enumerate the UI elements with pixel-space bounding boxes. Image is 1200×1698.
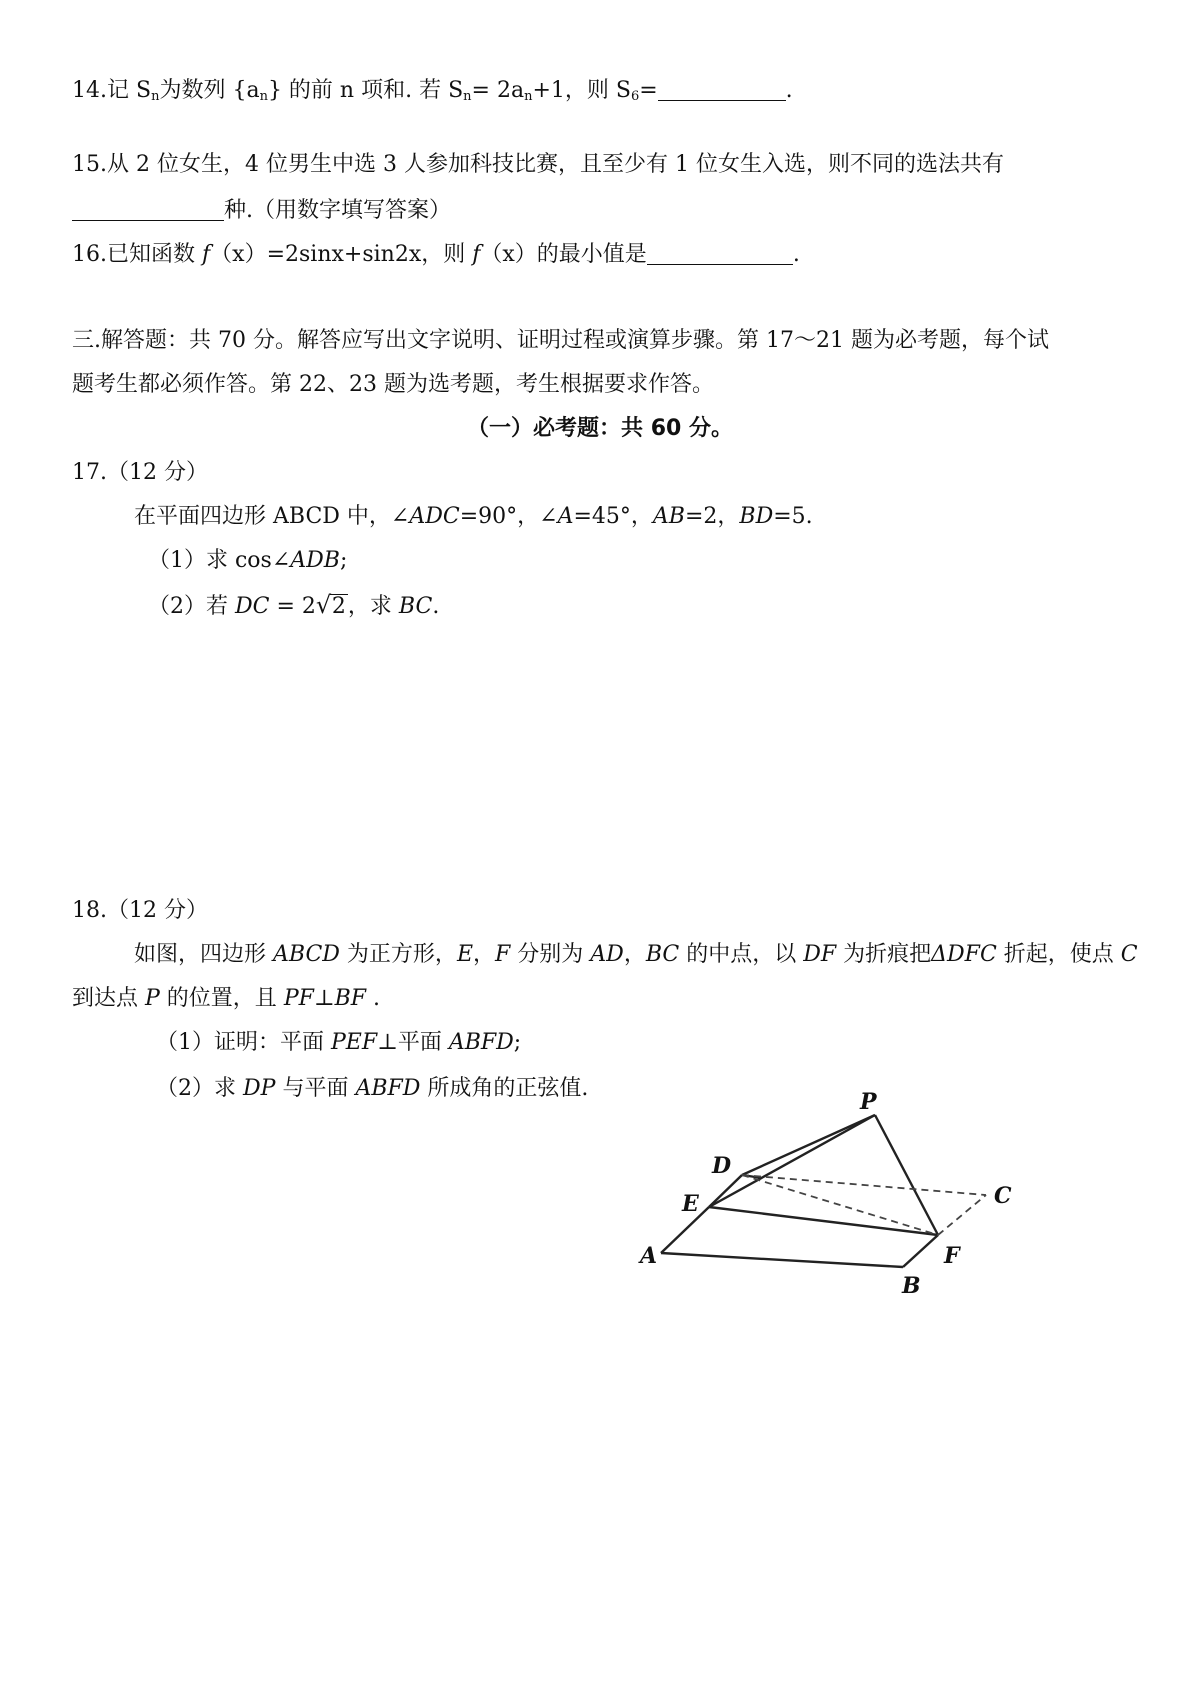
q18-stem-line1: 如图，四边形 ABCD 为正方形，E，F 分别为 AD，BC 的中点，以 DF 为折痕把ΔDFC 折起，使点 C: [134, 942, 1138, 967]
question-15-cont: 种.（用数字填写答案）: [72, 196, 451, 226]
folded-square-figure: [630, 1085, 1090, 1310]
label-D: D: [712, 1153, 732, 1179]
q15-number: 15.: [72, 152, 107, 177]
q18-stem-line2: 到达点 P 的位置，且 PF⊥BF .: [72, 986, 381, 1011]
q18-part2: （2）求 DP 与平面 ABFD 所成角的正弦值.: [156, 1076, 589, 1101]
edge-EF: [709, 1207, 938, 1235]
edge-EP: [709, 1115, 875, 1207]
q18-part1: （1）证明：平面 PEF⊥平面 ABFD;: [156, 1030, 522, 1055]
section-subheading: （一）必考题：共 60 分。: [467, 416, 733, 441]
question-14: 14.记 $S_n$为数列 $\{a_n\}$ 的前 n 项和. 若 $S_n= 2a_n+1$，则 $S_6=$ .: [72, 78, 793, 104]
q14-number: 14.: [72, 78, 107, 103]
label-B: B: [902, 1273, 921, 1299]
dashed-DC: [742, 1175, 986, 1195]
q17-part1: （1）求 cos∠ADB;: [148, 548, 348, 573]
edge-BF: [903, 1235, 938, 1267]
dashed-DF: [742, 1175, 938, 1235]
q18-header: 18.（12 分）: [72, 898, 208, 923]
label-A: A: [640, 1243, 658, 1269]
q17-part2: （2）若 DC = 2 √ 2，求 BC.: [148, 592, 439, 622]
label-C: C: [994, 1183, 1012, 1209]
label-F: F: [944, 1243, 960, 1269]
q16-answer-blank[interactable]: [647, 242, 793, 265]
section3-intro-line1: 三.解答题：共 70 分。解答应写出文字说明、证明过程或演算步骤。第 17～21 题为必考题，每个试: [72, 328, 1049, 353]
label-P: P: [860, 1089, 877, 1115]
dashed-FC: [938, 1195, 986, 1235]
question-16: 16.已知函数 f（x）=2sinx+sin2x，则 f（x）的最小值是 .: [72, 242, 800, 267]
edge-PF: [875, 1115, 938, 1235]
edge-DP: [742, 1115, 875, 1175]
q15-answer-blank[interactable]: [72, 198, 224, 221]
q14-answer-blank[interactable]: [658, 78, 786, 101]
section3-intro-line2: 题考生都必须作答。第 22、23 题为选考题，考生根据要求作答。: [72, 372, 714, 397]
edge-AB: [661, 1253, 903, 1267]
label-E: E: [682, 1191, 699, 1217]
sqrt-expression: √ 2: [315, 591, 346, 619]
q17-stem: 在平面四边形 ABCD 中，∠ADC=90°，∠A=45°，AB=2，BD=5.: [134, 504, 813, 529]
question-15: 15.从 2 位女生，4 位男生中选 3 人参加科技比赛，且至少有 1 位女生入选，则不同的选法共有: [72, 152, 1004, 177]
q17-header: 17.（12 分）: [72, 460, 208, 485]
